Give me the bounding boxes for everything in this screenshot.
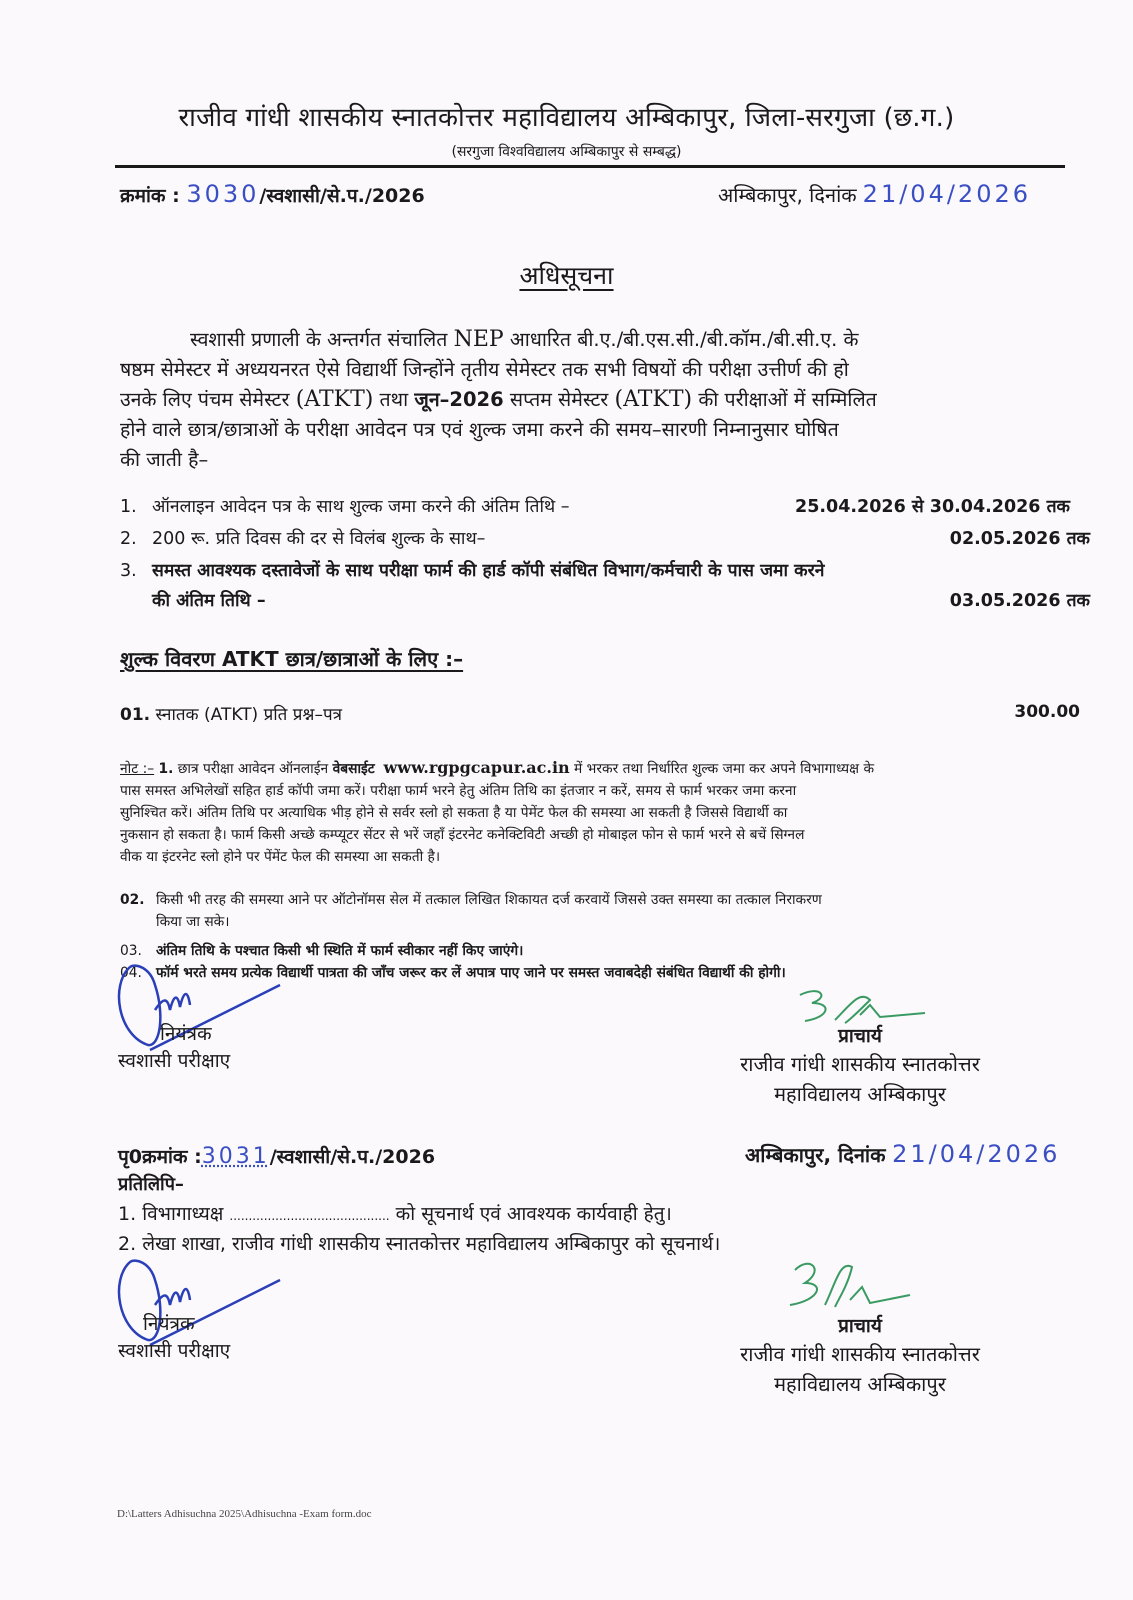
principal-signature-2 — [780, 1255, 920, 1315]
copy-item-1: 1. विभागाध्यक्ष .......................................... को सूचनार्थ एवं आवश्यक कार्यवाही हेतु। — [118, 1203, 672, 1225]
schedule-item: 2. 200 रू. प्रति दिवस की दर से विलंब शुल्क के साथ– 02.05.2026 तक — [120, 526, 1090, 550]
notice-title: अधिसूचना — [519, 261, 614, 290]
reference-prefix: क्रमांक : — [120, 185, 180, 207]
body-paragraph — [120, 325, 1075, 475]
principal-line1-1: राजीव गांधी शासकीय स्नातकोत्तर — [740, 1052, 980, 1076]
reference-number — [120, 180, 425, 208]
copy-reference-date: अम्बिकापुर, दिनांक 21/04/2026 — [745, 1140, 1061, 1168]
note-3: 03. अंतिम तिथि के पश्चात किसी भी स्थिति में फार्म स्वीकार नहीं किए जाएंगे। — [120, 943, 524, 959]
schedule-item: 3. समस्त आवश्यक दस्तावेजों के साथ परीक्षा फार्म की हार्ड कॉपी संबंधित विभाग/कर्मचारी के पास जमा करने — [120, 561, 825, 581]
reference-date — [718, 180, 1031, 208]
principal-line2-2: महाविद्यालय अम्बिकापुर — [774, 1372, 946, 1396]
principal-title-1: प्राचार्य — [838, 1025, 882, 1047]
copy-handwritten-number: 3031 — [201, 1144, 270, 1169]
paragraph-line: की जाती है– — [120, 448, 209, 471]
institution-title: राजीव गांधी शासकीय स्नातकोत्तर महाविद्यालय अम्बिकापुर, जिला-सरगुजा (छ.ग.) — [178, 103, 955, 133]
schedule-item: 1. ऑनलाइन आवेदन पत्र के साथ शुल्क जमा करने की अंतिम तिथि – 25.04.2026 से 30.04.2026 तक — [120, 494, 1090, 518]
note-2: 02. किसी भी तरह की समस्या आने पर ऑटोनॉमस सेल में तत्काल लिखित शिकायत दर्ज करवायें जिससे उक्त समस्या का तत्काल निराकरण किया जा सके। — [120, 892, 822, 930]
copy-handwritten-date: 21/04/2026 — [892, 1140, 1061, 1168]
paragraph-line: स्वशासी प्रणाली के अन्तर्गत संचालित NEP आधारित बी.ए./बी.एस.सी./बी.कॉम./बी.सी.ए. के — [190, 327, 859, 352]
principal-line2-1: महाविद्यालय अम्बिकापुर — [774, 1082, 946, 1106]
copy-label: प्रतिलिपि– — [118, 1174, 184, 1195]
schedule-date: 02.05.2026 तक — [949, 529, 1090, 549]
copy-item-2: 2. लेखा शाखा, राजीव गांधी शासकीय स्नातकोत्तर महाविद्यालय अम्बिकापुर को सूचनार्थ। — [118, 1233, 721, 1255]
note-1: नोट :– 1. छात्र परीक्षा आवेदन ऑनलाईन वेबसाईट www.rgpgcapur.ac.in में भरकर तथा निर्धारित शुल्क जमा कर अपने विभागाध्यक्ष के पास समस्त अभिलेखों सहित हार्ड कॉपी जमा करें। परीक्षा फार्म भरने हेतु अंतिम तिथि का इंतजार न करें, समय से फार्म भरकर जमा करना सुनिश्चित करें। अंतिम तिथि पर अत्याधिक भीड़ होने से सर्वर स्लो हो सकता है या पेमेंट फेल की समस्या आ सकती है जिससे विद्यार्थी का नुकसान हो सकता है। फार्म किसी अच्छे कम्प्यूटर सेंटर से भरें जहाँ इंटरनेट कनेक्टिविटी अच्छी हो मोबाइल फोन से फार्म भरने से बचें सिग्नल वीक या इंटरनेट स्लो होने पर पेंमेंट फेल की समस्या आ सकती है। — [120, 758, 875, 865]
controller-title-2: नियंत्रक — [143, 1313, 195, 1335]
controller-signature-2 — [110, 1250, 300, 1350]
schedule-date: 25.04.2026 से 30.04.2026 तक — [795, 497, 1070, 517]
principal-title-2: प्राचार्य — [838, 1315, 882, 1337]
fee-amount: 300.00 — [1014, 702, 1080, 722]
place-date-label: अम्बिकापुर, दिनांक — [718, 183, 857, 207]
controller-dept-1: स्वशासी परीक्षाए — [118, 1050, 231, 1072]
fee-heading: शुल्क विवरण ATKT छात्र/छात्राओं के लिए :– — [120, 647, 464, 671]
handwritten-date: 21/04/2026 — [862, 180, 1031, 208]
paragraph-line: उनके लिए पंचम सेमेस्टर (ATKT) तथा जून–2026 सप्तम सेमेस्टर (ATKT) की परीक्षाओं में सम्मिलित — [120, 387, 877, 412]
affiliation-subtitle: (सरगुजा विश्वविद्यालय अम्बिकापुर से सम्बद्ध) — [451, 144, 682, 160]
copy-reference-number: पृ0क्रमांक :3031/स्वशासी/से.प./2026 — [118, 1144, 436, 1169]
paragraph-line: होने वाले छात्र/छात्राओं के परीक्षा आवेदन पत्र एवं शुल्क जमा करने की समय–सारणी निम्नानुसार घोषित — [120, 418, 839, 441]
controller-dept-2: स्वशासी परीक्षाए — [118, 1340, 231, 1362]
fee-row: 01. स्नातक (ATKT) प्रति प्रश्न–पत्र 300.00 — [120, 702, 1080, 725]
paragraph-line: षष्ठम सेमेस्टर में अध्ययनरत ऐसे विद्यार्थी जिन्होंने तृतीय सेमेस्टर तक सभी विषयों की परीक्षा उत्तीर्ण की हो — [120, 358, 849, 381]
website-link[interactable]: www.rgpgcapur.ac.in — [383, 758, 570, 777]
principal-line1-2: राजीव गांधी शासकीय स्नातकोत्तर — [740, 1342, 980, 1366]
schedule-date: 03.05.2026 तक — [949, 591, 1090, 611]
header-divider — [115, 165, 1065, 168]
reference-suffix: /स्वशासी/से.प./2026 — [259, 185, 425, 207]
note-label: नोट :– — [120, 761, 155, 777]
note-4: 04. फॉर्म भरते समय प्रत्येक विद्यार्थी पात्रता की जॉंच जरूर कर लें अपात्र पाए जाने पर समस्त जवाबदेही संबंधित विद्यार्थी की होगी। — [120, 965, 786, 981]
schedule-item-cont: की अंतिम तिथि – 03.05.2026 तक — [120, 588, 1090, 612]
reference-handwritten-number: 3030 — [186, 180, 260, 208]
controller-title-1: नियंत्रक — [160, 1023, 212, 1045]
footer-file-path: D:\Latters Adhisuchna 2025\Adhisuchna -Exam form.doc — [117, 1508, 372, 1520]
